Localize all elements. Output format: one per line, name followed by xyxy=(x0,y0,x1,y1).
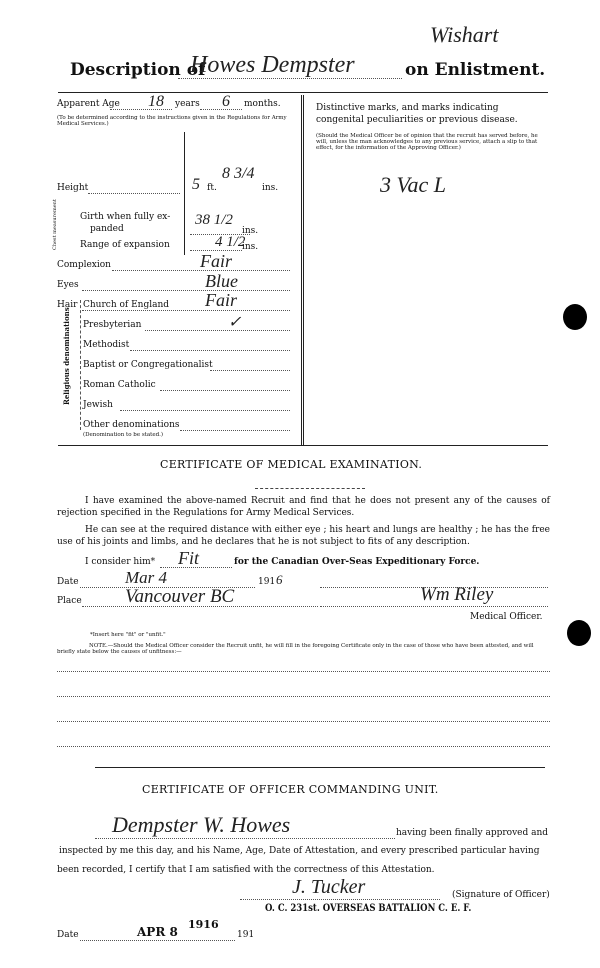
unfitness-line[interactable] xyxy=(57,721,550,722)
marks-value: 3 Vac L xyxy=(380,172,446,197)
medical-para-1: I have examined the above-named Recruit and find that he does not present any of the causes of rejection specified in the Regulations for Army Medical Services. xyxy=(57,496,550,518)
height-label: Height xyxy=(57,183,89,193)
punch-hole xyxy=(567,620,591,646)
place-value: Vancouver BC xyxy=(125,586,235,607)
range-ins-label: ins. xyxy=(242,242,259,252)
range-value: 4 1/2 xyxy=(215,234,246,250)
age-months: 6 xyxy=(222,93,230,110)
commanding-line-3: been recorded, I certify that I am satisfied with the correctness of this Attestation. xyxy=(57,865,435,875)
religion-label: Roman Catholic xyxy=(83,380,156,390)
medical-title: CERTIFICATE OF MEDICAL EXAMINATION. xyxy=(160,458,423,471)
section-divider xyxy=(95,767,545,768)
consider-label: I consider him* xyxy=(85,557,156,567)
religion-mark: ✓ xyxy=(228,314,242,331)
consider-suffix: for the Canadian Over-Seas Expeditionary Force. xyxy=(234,557,480,567)
medical-footnote: *Insert here "fit" or "unfit." xyxy=(90,632,166,638)
eyes-value: Blue xyxy=(205,271,238,291)
unfitness-line[interactable] xyxy=(57,696,550,697)
annotation-wishart: Wishart xyxy=(430,22,499,47)
measure-divider xyxy=(184,132,185,255)
hair-label: Hair xyxy=(57,300,78,310)
date-year: 6 xyxy=(276,572,283,587)
years-label: years xyxy=(175,99,200,109)
religion-label: Church of England xyxy=(83,300,170,310)
commanding-date-label: Date xyxy=(57,930,79,940)
ins-label: ins. xyxy=(262,183,279,193)
religion-group-label: Religious denominations xyxy=(62,307,71,405)
place-label: Place xyxy=(57,596,82,606)
religion-label: Other denominations xyxy=(83,420,180,430)
medical-date: Mar 4 xyxy=(125,568,168,587)
title-prefix: Description of xyxy=(70,60,206,80)
medical-officer-label: Medical Officer. xyxy=(470,612,543,622)
consider-value: Fit xyxy=(178,548,199,568)
section-divider xyxy=(58,445,548,446)
commanding-recruit-name: Dempster W. Howes xyxy=(112,812,291,837)
chest-group-label: Chest measurement xyxy=(52,199,58,250)
column-divider xyxy=(301,95,304,445)
header-divider xyxy=(58,92,548,93)
age-label: Apparent Age xyxy=(57,99,120,109)
height-inches: 8 3/4 xyxy=(222,165,255,182)
recruit-name: Howes Dempster xyxy=(190,52,355,78)
height-feet: 5 xyxy=(192,176,200,193)
religion-label: Presbyterian xyxy=(83,320,142,330)
age-note: (To be determined according to the instructions given in the Regulations for Army Medical Services.) xyxy=(57,115,287,127)
girth-label-1: Girth when fully ex- xyxy=(80,212,171,222)
religion-label: Methodist xyxy=(83,340,130,350)
girth-value: 38 1/2 xyxy=(195,212,233,228)
title-suffix: on Enlistment. xyxy=(405,60,546,80)
year-stamp: 1916 xyxy=(188,918,219,931)
complexion-value: Fair xyxy=(200,251,233,271)
religion-label: Baptist or Congregationalist xyxy=(83,360,213,370)
denomination-note: (Denomination to be stated.) xyxy=(83,432,164,438)
range-label: Range of expansion xyxy=(80,240,170,250)
months-label: months. xyxy=(244,99,281,109)
date-stamp: APR 8 xyxy=(137,925,178,939)
age-years: 18 xyxy=(148,93,164,110)
medical-note: NOTE.—Should the Medical Officer consider the Recruit unfit, he will fill in the foregoing Certificate only in the case of those who have been attested, and will briefly state below the causes of unfitness:— xyxy=(57,643,534,655)
unfitness-line[interactable] xyxy=(57,671,550,672)
date-label: Date xyxy=(57,577,79,587)
unfitness-line[interactable] xyxy=(57,746,550,747)
date-year-prefix: 191 xyxy=(237,930,255,940)
commanding-title: CERTIFICATE OF OFFICER COMMANDING UNIT. xyxy=(142,783,439,796)
medical-para-2: He can see at the required distance with either eye ; his heart and lungs are healthy ; he has the free use of his joints and limbs, and he declares that he is not subject to fits of any description. xyxy=(57,525,550,547)
commanding-line-1: having been finally approved and xyxy=(396,828,549,838)
punch-hole xyxy=(563,304,587,330)
marks-note: (Should the Medical Officer be of opinion that the recruit has served before, he will, unless the man acknowledges to any previous service, attach a slip to that effect, for the information of the Approving Officer.) xyxy=(316,133,538,151)
girth-label-2: panded xyxy=(90,224,124,234)
medical-officer-signature: Wm Riley xyxy=(420,584,494,605)
religion-label: Jewish xyxy=(83,400,113,410)
commanding-line-2: inspected by me this day, and his Name, Age, Date of Attestation, and every prescribed particular having xyxy=(59,846,540,856)
complexion-label: Complexion xyxy=(57,260,111,270)
signature-label: (Signature of Officer) xyxy=(452,890,550,900)
hair-value: Fair xyxy=(205,290,238,310)
battalion-stamp: O. C. 231st. OVERSEAS BATTALION C. E. F. xyxy=(265,903,472,914)
date-year-prefix: 191 xyxy=(258,577,276,587)
marks-label: Distinctive marks, and marks indicating congenital peculiarities or previous disease. xyxy=(316,103,518,125)
ft-label: ft. xyxy=(207,183,217,193)
eyes-label: Eyes xyxy=(57,280,79,290)
commanding-officer-signature: J. Tucker xyxy=(292,876,366,898)
girth-ins-label: ins. xyxy=(242,226,259,236)
